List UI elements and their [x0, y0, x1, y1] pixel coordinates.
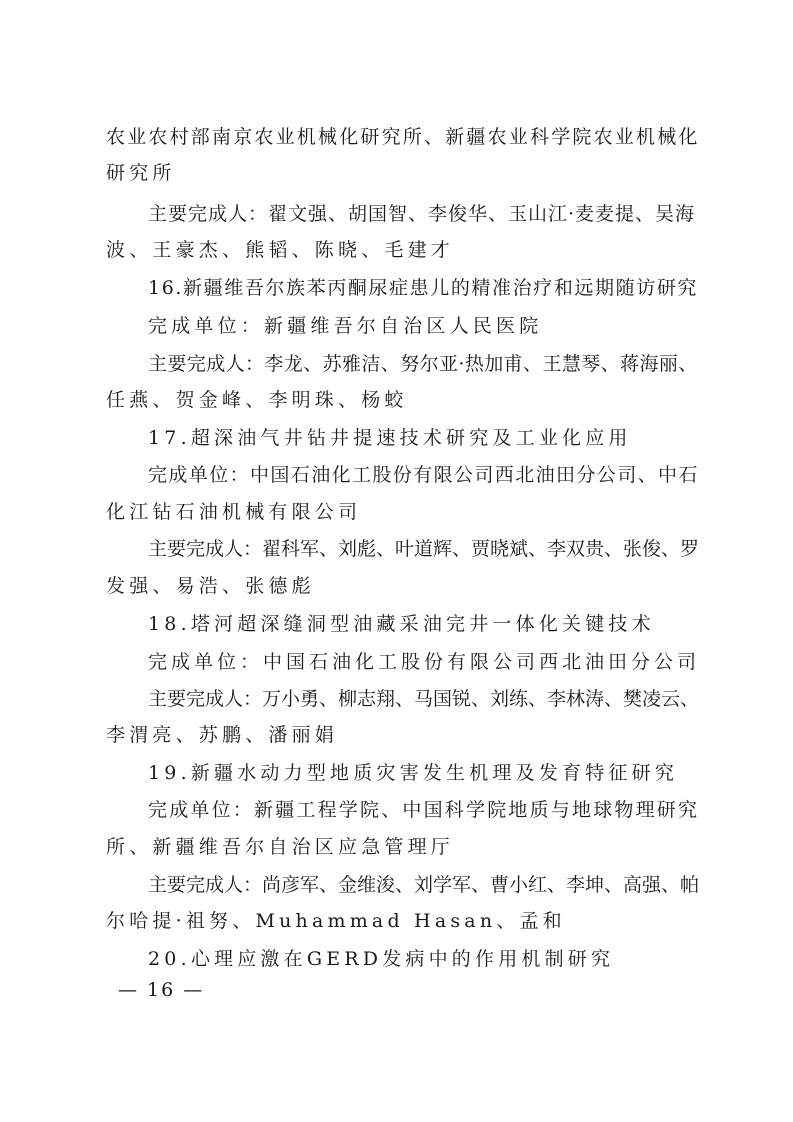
- item-heading: 16.新疆维吾尔族苯丙酮尿症患儿的精准治疗和远期随访研究: [148, 277, 699, 299]
- item-heading: 18.塔河超深缝洞型油藏采油完井一体化关键技术: [148, 613, 655, 635]
- text-line: 研究所: [106, 162, 176, 184]
- item-heading: 17.超深油气井钻井提速技术研究及工业化应用: [148, 427, 632, 449]
- text-line: 主要完成人：翟科军、刘彪、叶道辉、贾晓斌、李双贵、张俊、罗: [148, 538, 700, 560]
- text-line: 完成单位：新疆维吾尔自治区人民医院: [148, 315, 543, 337]
- text-line: 尔哈提·祖努、Muhammad Hasan、孟和: [106, 910, 566, 932]
- text-line: 完成单位：新疆工程学院、中国科学院地质与地球物理研究: [148, 799, 700, 821]
- text-line: 发强、易浩、张德彪: [106, 575, 315, 597]
- item-heading: 19.新疆水动力型地质灾害发生机理及发育特征研究: [148, 762, 679, 784]
- text-line: 主要完成人：翟文强、胡国智、李俊华、玉山江·麦麦提、吴海: [148, 203, 696, 225]
- text-line: 所、新疆维吾尔自治区应急管理厅: [106, 836, 455, 858]
- text-line: 主要完成人：万小勇、柳志翔、马国锐、刘练、李林涛、樊凌云、: [148, 688, 700, 710]
- text-line: 完成单位：中国石油化工股份有限公司西北油田分公司: [148, 651, 701, 673]
- text-line: 波、王豪杰、熊韬、陈晓、毛建才: [106, 239, 455, 261]
- text-line: 主要完成人：尚彦军、金维浚、刘学军、曹小红、李坤、高强、帕: [148, 874, 700, 896]
- item-heading: 20.心理应激在GERD发病中的作用机制研究: [148, 948, 615, 970]
- text-line: 完成单位：中国石油化工股份有限公司西北油田分公司、中石: [148, 464, 699, 486]
- text-line: 化江钻石油机械有限公司: [106, 501, 362, 523]
- text-line: 农业农村部南京农业机械化研究所、新疆农业科学院农业机械化: [106, 126, 700, 148]
- text-line: 主要完成人：李龙、苏雅洁、努尔亚·热加甫、王慧琴、蒋海丽、: [148, 353, 698, 375]
- text-line: 任燕、贺金峰、李明珠、杨蛟: [106, 389, 408, 411]
- text-line: 李渭亮、苏鹏、潘丽娟: [106, 724, 339, 746]
- page-number: — 16 —: [118, 979, 205, 1001]
